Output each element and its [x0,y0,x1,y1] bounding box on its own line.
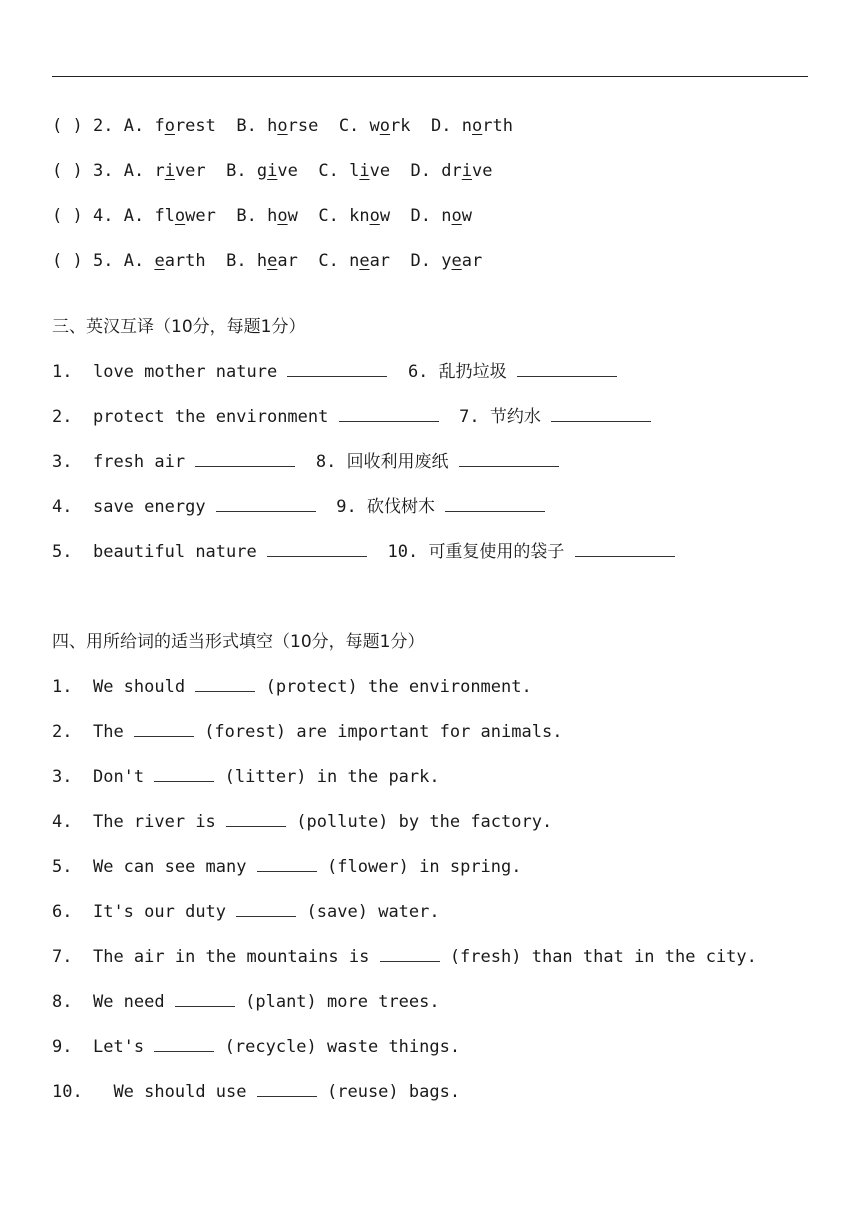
option-word: river [154,161,206,181]
item-number: 9. [336,497,357,517]
answer-blank[interactable] [195,677,255,692]
sentence-start: Let's [92,1037,145,1057]
item-number: 4. [52,497,73,517]
item-number: 10. [387,542,419,562]
option-word: year [441,251,483,271]
item-number: 2. [92,116,114,136]
item-number: 1. [52,677,73,697]
option-letter: D. [431,116,452,136]
phonics-item-4 [52,180,472,228]
item-number: 2. [52,407,73,427]
item-number: 8. [52,992,73,1012]
fill-item-3 [52,765,440,789]
section-3-title: 三、英汉互译（10分，每题1分） [52,317,306,337]
sentence-start: The [92,722,124,742]
item-number: 4. [92,206,114,226]
answer-blank[interactable] [551,407,651,422]
option-word: give [256,161,298,181]
word-hint: (pollute) [296,812,389,832]
phonics-item-5 [52,225,482,273]
item-number: 4. [52,812,73,832]
item-number: 3. [52,452,73,472]
sentence-start: The river is [92,812,216,832]
option-letter: D. [410,251,432,271]
sentence-end: waste things. [327,1037,461,1057]
option-letter: C. [318,161,339,181]
option-word: drive [441,161,493,181]
option-word: how [267,206,298,226]
chinese-phrase: 节约水 [489,407,541,427]
option-letter: A. [123,116,145,136]
sentence-end: more trees. [327,992,440,1012]
sentence-end: the environment. [367,677,532,697]
option-word: near [349,251,391,271]
option-letter: A. [123,206,145,226]
word-hint: (flower) [327,857,409,877]
answer-blank[interactable] [175,992,235,1007]
fill-item-5 [52,855,522,879]
fill-item-6 [52,900,440,924]
item-number: 7. [52,947,73,967]
answer-blank[interactable] [154,767,214,782]
word-hint: (save) [306,902,368,922]
sentence-start: We can see many [92,857,247,877]
word-hint: (forest) [204,722,287,742]
item-number: 8. [315,452,337,472]
answer-blank[interactable] [575,542,675,557]
sentence-end: in spring. [419,857,522,877]
section-4-title: 四、用所给词的适当形式填空（10分，每题1分） [52,632,425,652]
word-hint: (reuse) [327,1082,399,1102]
answer-blank[interactable] [257,857,317,872]
item-number: 3. [52,767,73,787]
answer-blank[interactable] [236,902,296,917]
option-letter: A. [123,251,145,271]
item-number: 1. [52,362,73,382]
fill-item-1 [52,675,532,699]
fill-item-4 [52,810,552,834]
word-hint: (plant) [245,992,317,1012]
option-letter: C. [318,251,339,271]
answer-bracket: ( ) [52,116,83,136]
answer-bracket: ( ) [52,251,83,271]
item-number: 7. [459,407,480,427]
word-hint: (recycle) [224,1037,317,1057]
option-word: horse [267,116,319,136]
sentence-start: Don't [92,767,145,787]
option-letter: A. [123,161,145,181]
option-letter: B. [226,251,247,271]
option-word: now [441,206,473,226]
option-letter: D. [410,206,432,226]
chinese-phrase: 回收利用废纸 [346,452,449,472]
word-hint: (litter) [224,767,307,787]
answer-bracket: ( ) [52,206,83,226]
sentence-end: by the factory. [398,812,553,832]
sentence-start: We should use [103,1082,247,1102]
answer-blank[interactable] [287,362,387,377]
option-letter: B. [236,206,257,226]
phonics-item-3 [52,135,493,183]
sentence-start: It's our duty [92,902,227,922]
sentence-end: than that in the city. [531,947,757,967]
answer-blank[interactable] [195,452,295,467]
item-number: 5. [52,857,73,877]
fill-item-9 [52,1035,460,1059]
answer-blank[interactable] [339,407,439,422]
option-letter: B. [226,161,247,181]
answer-blank[interactable] [257,1082,317,1097]
item-number: 10. [52,1082,83,1102]
sentence-end: are important for animals. [296,722,563,742]
chinese-phrase: 可重复使用的袋子 [428,542,565,562]
option-letter: B. [236,116,257,136]
sentence-end: water. [378,902,440,922]
answer-blank[interactable] [216,497,316,512]
option-letter: C. [338,116,360,136]
phonics-item-2 [52,90,513,138]
sentence-end: in the park. [316,767,440,787]
option-word: flower [154,206,216,226]
option-word: forest [154,116,216,136]
answer-blank[interactable] [267,542,367,557]
english-phrase: fresh air [92,452,186,472]
sentence-start: The air in the mountains is [92,947,370,967]
top-divider-line [52,76,808,77]
option-word: live [349,161,391,181]
item-number: 6. [407,362,429,382]
answer-blank[interactable] [517,362,617,377]
sentence-start: We should [92,677,186,697]
option-word: hear [256,251,298,271]
option-letter: C. [318,206,339,226]
option-word: north [461,116,513,136]
sentence-end: bags. [408,1082,461,1102]
answer-blank[interactable] [226,812,286,827]
item-number: 2. [52,722,73,742]
sentence-start: We need [92,992,165,1012]
english-phrase: protect the environment [92,407,329,427]
item-number: 5. [92,251,114,271]
answer-blank[interactable] [459,452,559,467]
english-phrase: love mother nature [92,362,278,382]
chinese-phrase: 砍伐树木 [367,497,436,517]
option-word: work [369,116,411,136]
chinese-phrase: 乱扔垃圾 [438,362,507,382]
word-hint: (fresh) [449,947,522,967]
answer-bracket: ( ) [52,161,83,181]
word-hint: (protect) [265,677,358,697]
fill-item-7 [52,945,757,969]
answer-blank[interactable] [134,722,194,737]
fill-item-2 [52,720,562,744]
answer-blank[interactable] [380,947,440,962]
item-number: 6. [52,902,73,922]
translation-row-5 [52,540,675,564]
english-phrase: beautiful nature [92,542,257,562]
translation-row-4 [52,495,545,519]
fill-item-8 [52,990,440,1014]
translation-row-2 [52,405,651,429]
translation-row-1 [52,360,617,384]
item-number: 3. [92,161,114,181]
item-number: 9. [52,1037,73,1057]
english-phrase: save energy [92,497,206,517]
option-letter: D. [410,161,432,181]
item-number: 5. [52,542,73,562]
fill-item-10 [52,1080,460,1104]
translation-row-3 [52,450,559,474]
option-word: know [349,206,391,226]
option-word: earth [154,251,206,271]
answer-blank[interactable] [445,497,545,512]
answer-blank[interactable] [154,1037,214,1052]
